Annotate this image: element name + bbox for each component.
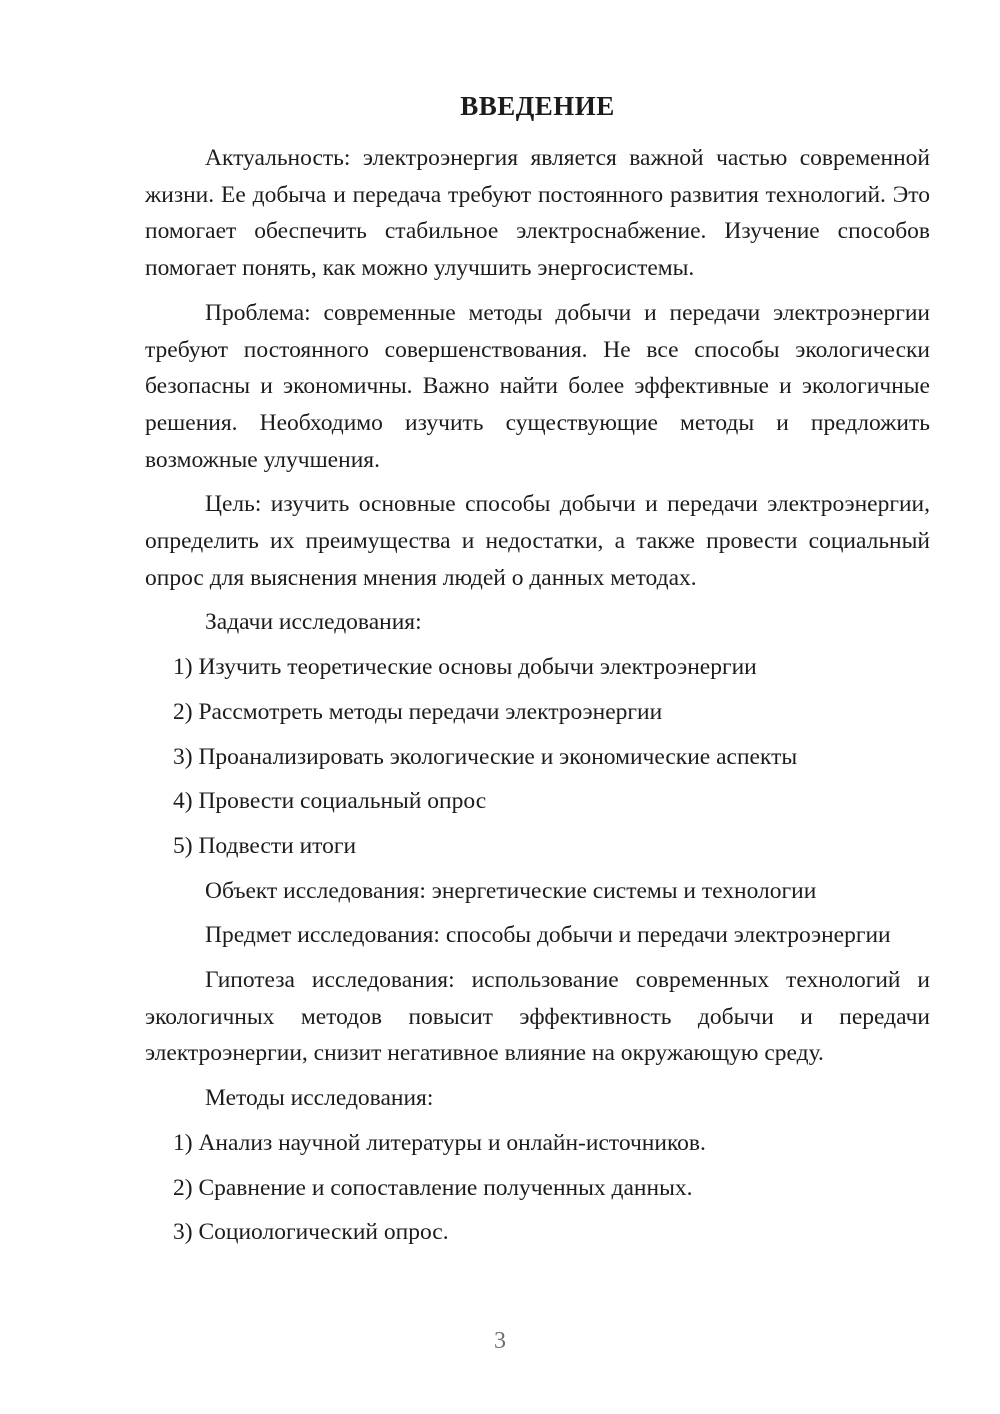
- task-item-1: 1) Изучить теоретические основы добычи электроэнергии: [173, 654, 757, 681]
- page-content: [145, 86, 930, 1259]
- paragraph-goal: Цель: изучить основные способы добычи и передачи электроэнергии, определить их преимущества и недостатки, а также провести социальный опрос для выяснения мнения людей о данных методах.: [145, 491, 930, 591]
- method-item-2: 2) Сравнение и сопоставление полученных данных.: [173, 1174, 693, 1201]
- methods-list: [145, 1125, 930, 1251]
- method-item-3: 3) Социологический опрос.: [173, 1219, 449, 1246]
- task-item-3: 3) Проанализировать экологические и экономические аспекты: [173, 743, 798, 770]
- paragraph-object: Объект исследования: энергетические системы и технологии: [205, 877, 817, 904]
- paragraph-problem: Проблема: современные методы добычи и передачи электроэнергии требуют постоянного совершенствования. Не все способы экологически безопасны и экономичны. Важно найти более эффективные и экологичные решения. Необходимо изучить существующие методы и предложить возможные улучшения.: [145, 299, 930, 473]
- tasks-label: Задачи исследования:: [205, 609, 422, 636]
- paragraph-hypothesis: Гипотеза исследования: использование современных технологий и экологичных методов повысит эффективность добычи и передачи электроэнергии, снизит негативное влияние на окружающую среду.: [145, 967, 930, 1067]
- task-item-2: 2) Рассмотреть методы передачи электроэнергии: [173, 698, 663, 725]
- paragraph-subject: Предмет исследования: способы добычи и передачи электроэнергии: [205, 922, 891, 949]
- page-number: 3: [494, 1328, 506, 1354]
- task-item-4: 4) Провести социальный опрос: [173, 788, 487, 815]
- task-item-5: 5) Подвести итоги: [173, 832, 357, 859]
- paragraph-relevance: Актуальность: электроэнергия является важной частью современной жизни. Ее добыча и передача требуют постоянного развития технологий. Это помогает обеспечить стабильное электроснабжение. Изучение способов помогает понять, как можно улучшить энергосистемы.: [145, 145, 930, 282]
- tasks-list: [145, 649, 930, 865]
- section-heading: ВВЕДЕНИЕ: [460, 91, 615, 121]
- methods-label: Методы исследования:: [205, 1085, 434, 1112]
- method-item-1: 1) Анализ научной литературы и онлайн-источников.: [173, 1129, 706, 1156]
